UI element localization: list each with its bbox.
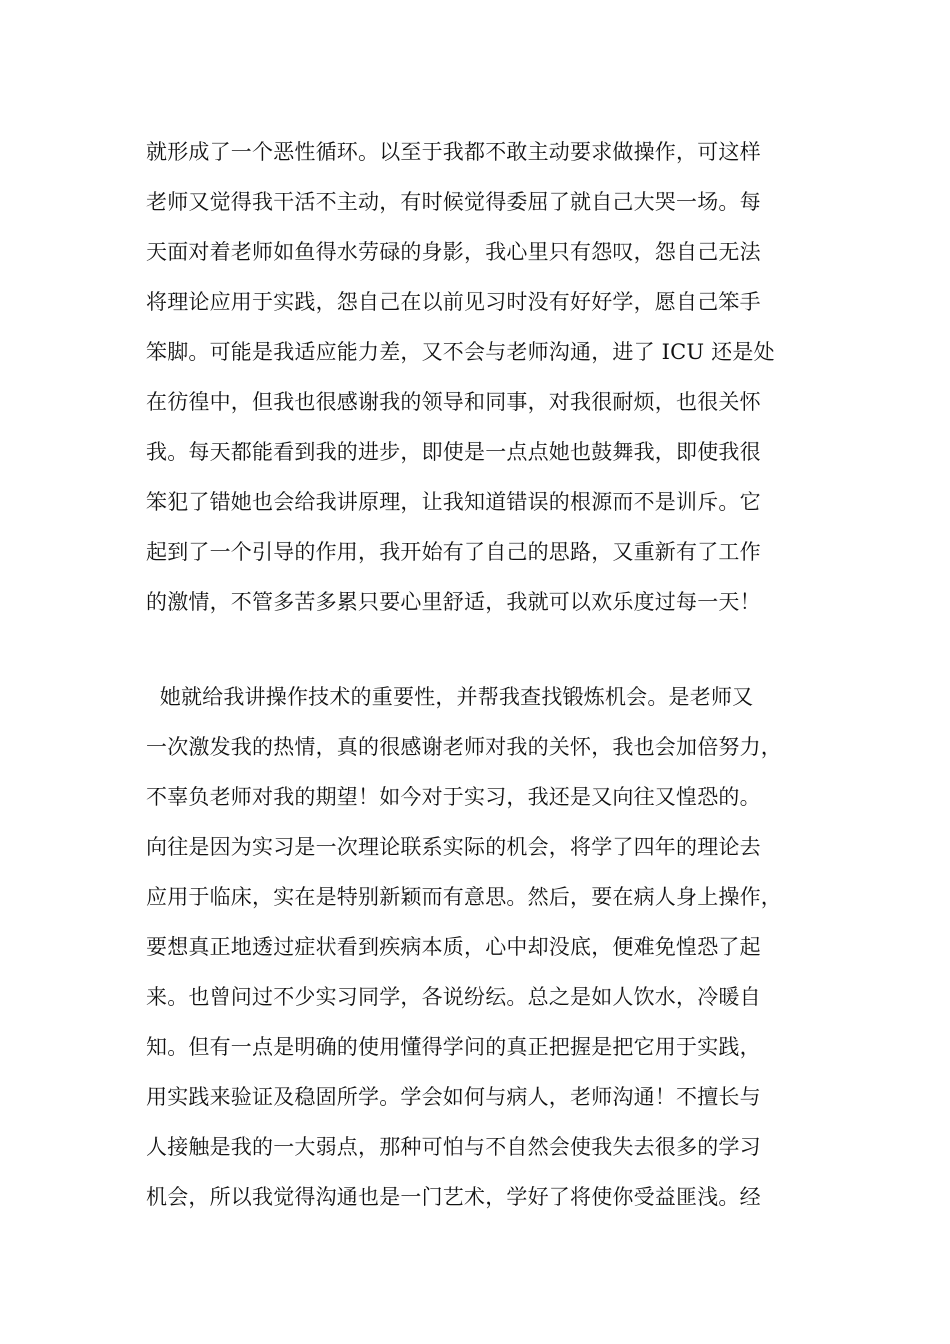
text-line: 一次激发我的热情，真的很感谢老师对我的关怀，我也会加倍努力， bbox=[146, 735, 782, 759]
text-line: 向往是因为实习是一次理论联系实际的机会，将学了四年的理论去 bbox=[146, 835, 761, 859]
text-line: 知。但有一点是明确的使用懂得学问的真正把握是把它用于实践， bbox=[146, 1035, 761, 1059]
text-line: 机会，所以我觉得沟通也是一门艺术，学好了将使你受益匪浅。经 bbox=[146, 1185, 761, 1209]
text-line: 就形成了一个恶性循环。以至于我都不敢主动要求做操作，可这样 bbox=[146, 140, 761, 164]
text-line: 要想真正地透过症状看到疾病本质，心中却没底，便难免惶恐了起 bbox=[146, 935, 761, 959]
text-line: 我。每天都能看到我的进步，即使是一点点她也鼓舞我，即使我很 bbox=[146, 440, 761, 464]
text-line: 她就给我讲操作技术的重要性，并帮我查找锻炼机会。是老师又 bbox=[146, 685, 754, 709]
text-line: 天面对着老师如鱼得水劳碌的身影，我心里只有怨叹，怨自己无法 bbox=[146, 240, 761, 264]
text-line: 的激情，不管多苦多累只要心里舒适，我就可以欢乐度过每一天！ bbox=[146, 590, 761, 614]
text-line: 老师又觉得我干活不主动，有时候觉得委屈了就自己大哭一场。每 bbox=[146, 190, 761, 214]
text-line: 笨脚。可能是我适应能力差，又不会与老师沟通，进了 ICU 还是处 bbox=[146, 340, 775, 364]
text-line: 应用于临床，实在是特别新颖而有意思。然后，要在病人身上操作， bbox=[146, 885, 782, 909]
paragraph-2 bbox=[146, 672, 836, 1222]
text-line: 来。也曾问过不少实习同学，各说纷纭。总之是如人饮水，冷暖自 bbox=[146, 985, 761, 1009]
paragraph-1 bbox=[146, 127, 836, 627]
text-line: 将理论应用于实践，怨自己在以前见习时没有好好学，愿自己笨手 bbox=[146, 290, 761, 314]
text-line: 不辜负老师对我的期望！如今对于实习，我还是又向往又惶恐的。 bbox=[146, 785, 761, 809]
text-line: 用实践来验证及稳固所学。学会如何与病人，老师沟通！不擅长与 bbox=[146, 1085, 761, 1109]
text-line: 起到了一个引导的作用，我开始有了自己的思路，又重新有了工作 bbox=[146, 540, 761, 564]
text-line: 笨犯了错她也会给我讲原理，让我知道错误的根源而不是训斥。它 bbox=[146, 490, 761, 514]
text-line: 人接触是我的一大弱点，那种可怕与不自然会使我失去很多的学习 bbox=[146, 1135, 761, 1159]
text-line: 在彷徨中，但我也很感谢我的领导和同事，对我很耐烦，也很关怀 bbox=[146, 390, 761, 414]
